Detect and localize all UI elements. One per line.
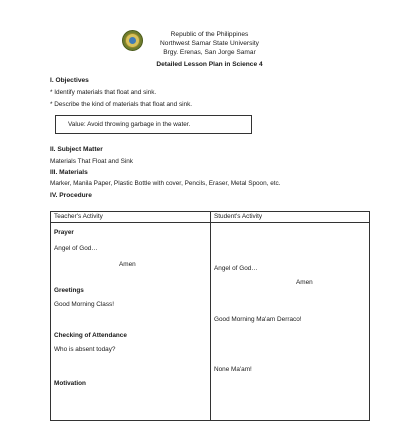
teacher-greetings-label: Greetings (54, 287, 84, 294)
objectives-heading: I. Objectives (50, 77, 89, 84)
teacher-column-header: Teacher's Activity (54, 213, 103, 220)
materials-heading: III. Materials (50, 169, 88, 176)
teacher-attendance-label: Checking of Attendance (54, 332, 127, 339)
materials-text: Marker, Manila Paper, Plastic Bottle with cover, Pencils, Eraser, Metal Spoon, etc. (50, 180, 281, 187)
subject-matter-text: Materials That Float and Sink (50, 158, 134, 165)
teacher-absent-question: Who is absent today? (54, 346, 116, 353)
teacher-motivation-label: Motivation (54, 380, 86, 387)
teacher-amen: Amen (119, 261, 136, 268)
teacher-prayer-label: Prayer (54, 229, 74, 236)
procedure-heading: IV. Procedure (50, 192, 92, 199)
header-row-divider (51, 222, 369, 223)
value-text: Value: Avoid throwing garbage in the water. (68, 121, 191, 128)
student-none-answer: None Ma'am! (214, 366, 252, 373)
procedure-table (50, 211, 370, 421)
teacher-good-morning: Good Morning Class! (54, 301, 115, 308)
header-line-university: Northwest Samar State University (160, 40, 259, 47)
objective-item-1: * Identify materials that float and sink. (50, 89, 157, 96)
student-angel-of-god: Angel of God… (214, 265, 258, 272)
value-box (55, 115, 252, 134)
teacher-angel-of-god: Angel of God… (54, 245, 98, 252)
student-amen: Amen (296, 279, 313, 286)
lesson-plan-title: Detailed Lesson Plan in Science 4 (156, 61, 263, 68)
student-column-header: Student's Activity (214, 213, 263, 220)
header-line-republic: Republic of the Philippines (170, 31, 249, 38)
header-line-address: Brgy. Erenas, San Jorge Samar (163, 49, 256, 56)
column-divider (210, 212, 211, 420)
student-good-morning: Good Morning Ma'am Derraco! (214, 316, 302, 323)
objective-item-2: * Describe the kind of materials that float and sink. (50, 101, 193, 108)
subject-matter-heading: II. Subject Matter (50, 146, 103, 153)
